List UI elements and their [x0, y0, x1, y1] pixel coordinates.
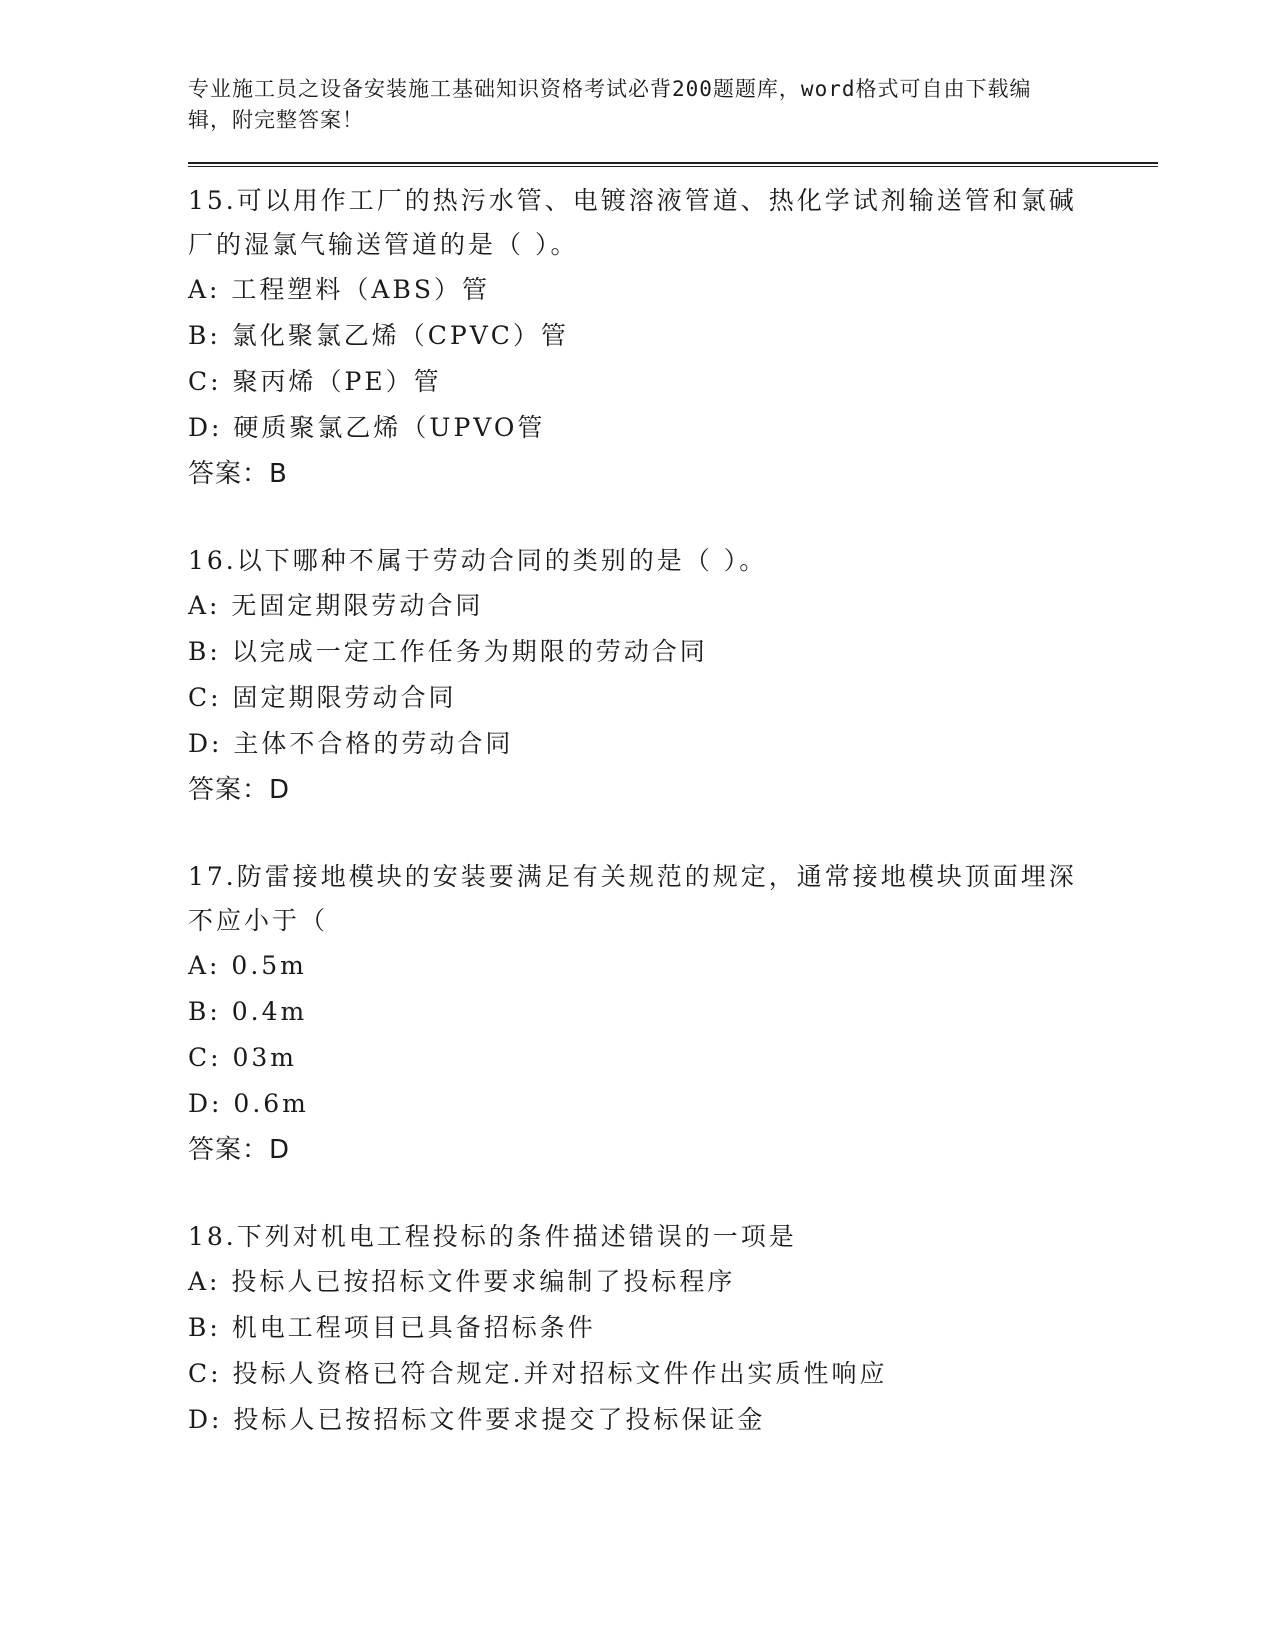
option-a: A: 无固定期限劳动合同: [188, 591, 484, 620]
question-16: [188, 539, 1158, 813]
question-text: 16.以下哪种不属于劳动合同的类别的是（ ）。: [188, 546, 768, 575]
answer: 答案：D: [188, 1135, 291, 1165]
option-b: B: 0.4m: [188, 997, 308, 1026]
option-b: B: 以完成一定工作任务为期限的劳动合同: [188, 637, 708, 666]
question-text: 18.下列对机电工程投标的条件描述错误的一项是: [188, 1222, 797, 1251]
option-a: A: 0.5m: [188, 951, 307, 980]
answer: 答案：D: [188, 775, 291, 805]
question-text: 15.可以用作工厂的热污水管、电镀溶液管道、热化学试剂输送管和氯碱厂的湿氯气输送管道的是（ ）。: [188, 186, 1077, 259]
option-c: C: 聚丙烯（PE）管: [188, 367, 442, 396]
option-d: D: 0.6m: [188, 1089, 309, 1118]
header-divider: [188, 162, 1158, 167]
option-c: C: 固定期限劳动合同: [188, 683, 457, 712]
option-d: D: 投标人已按招标文件要求提交了投标保证金: [188, 1405, 766, 1434]
option-a: A: 工程塑料（ABS）管: [188, 275, 490, 304]
option-c: C: 03m: [188, 1043, 298, 1072]
option-b: B: 机电工程项目已具备招标条件: [188, 1313, 596, 1342]
question-17: [188, 855, 1158, 1173]
option-a: A: 投标人已按招标文件要求编制了投标程序: [188, 1267, 736, 1296]
document-header: 专业施工员之设备安装施工基础知识资格考试必背200题题库，word格式可自由下载编辑，附完整答案！: [188, 77, 1032, 132]
option-d: D: 硬质聚氯乙烯（UPVO管: [188, 413, 546, 442]
option-b: B: 氯化聚氯乙烯（CPVC）管: [188, 321, 569, 350]
document-page: [188, 74, 1158, 1485]
option-d: D: 主体不合格的劳动合同: [188, 729, 514, 758]
option-c: C: 投标人资格已符合规定.并对招标文件作出实质性响应: [188, 1359, 888, 1388]
answer: 答案：B: [188, 459, 288, 489]
question-15: [188, 179, 1158, 497]
question-text: 17.防雷接地模块的安装要满足有关规范的规定，通常接地模块顶面埋深不应小于（: [188, 862, 1077, 935]
question-18: [188, 1215, 1158, 1443]
question-list: [188, 179, 1158, 1443]
